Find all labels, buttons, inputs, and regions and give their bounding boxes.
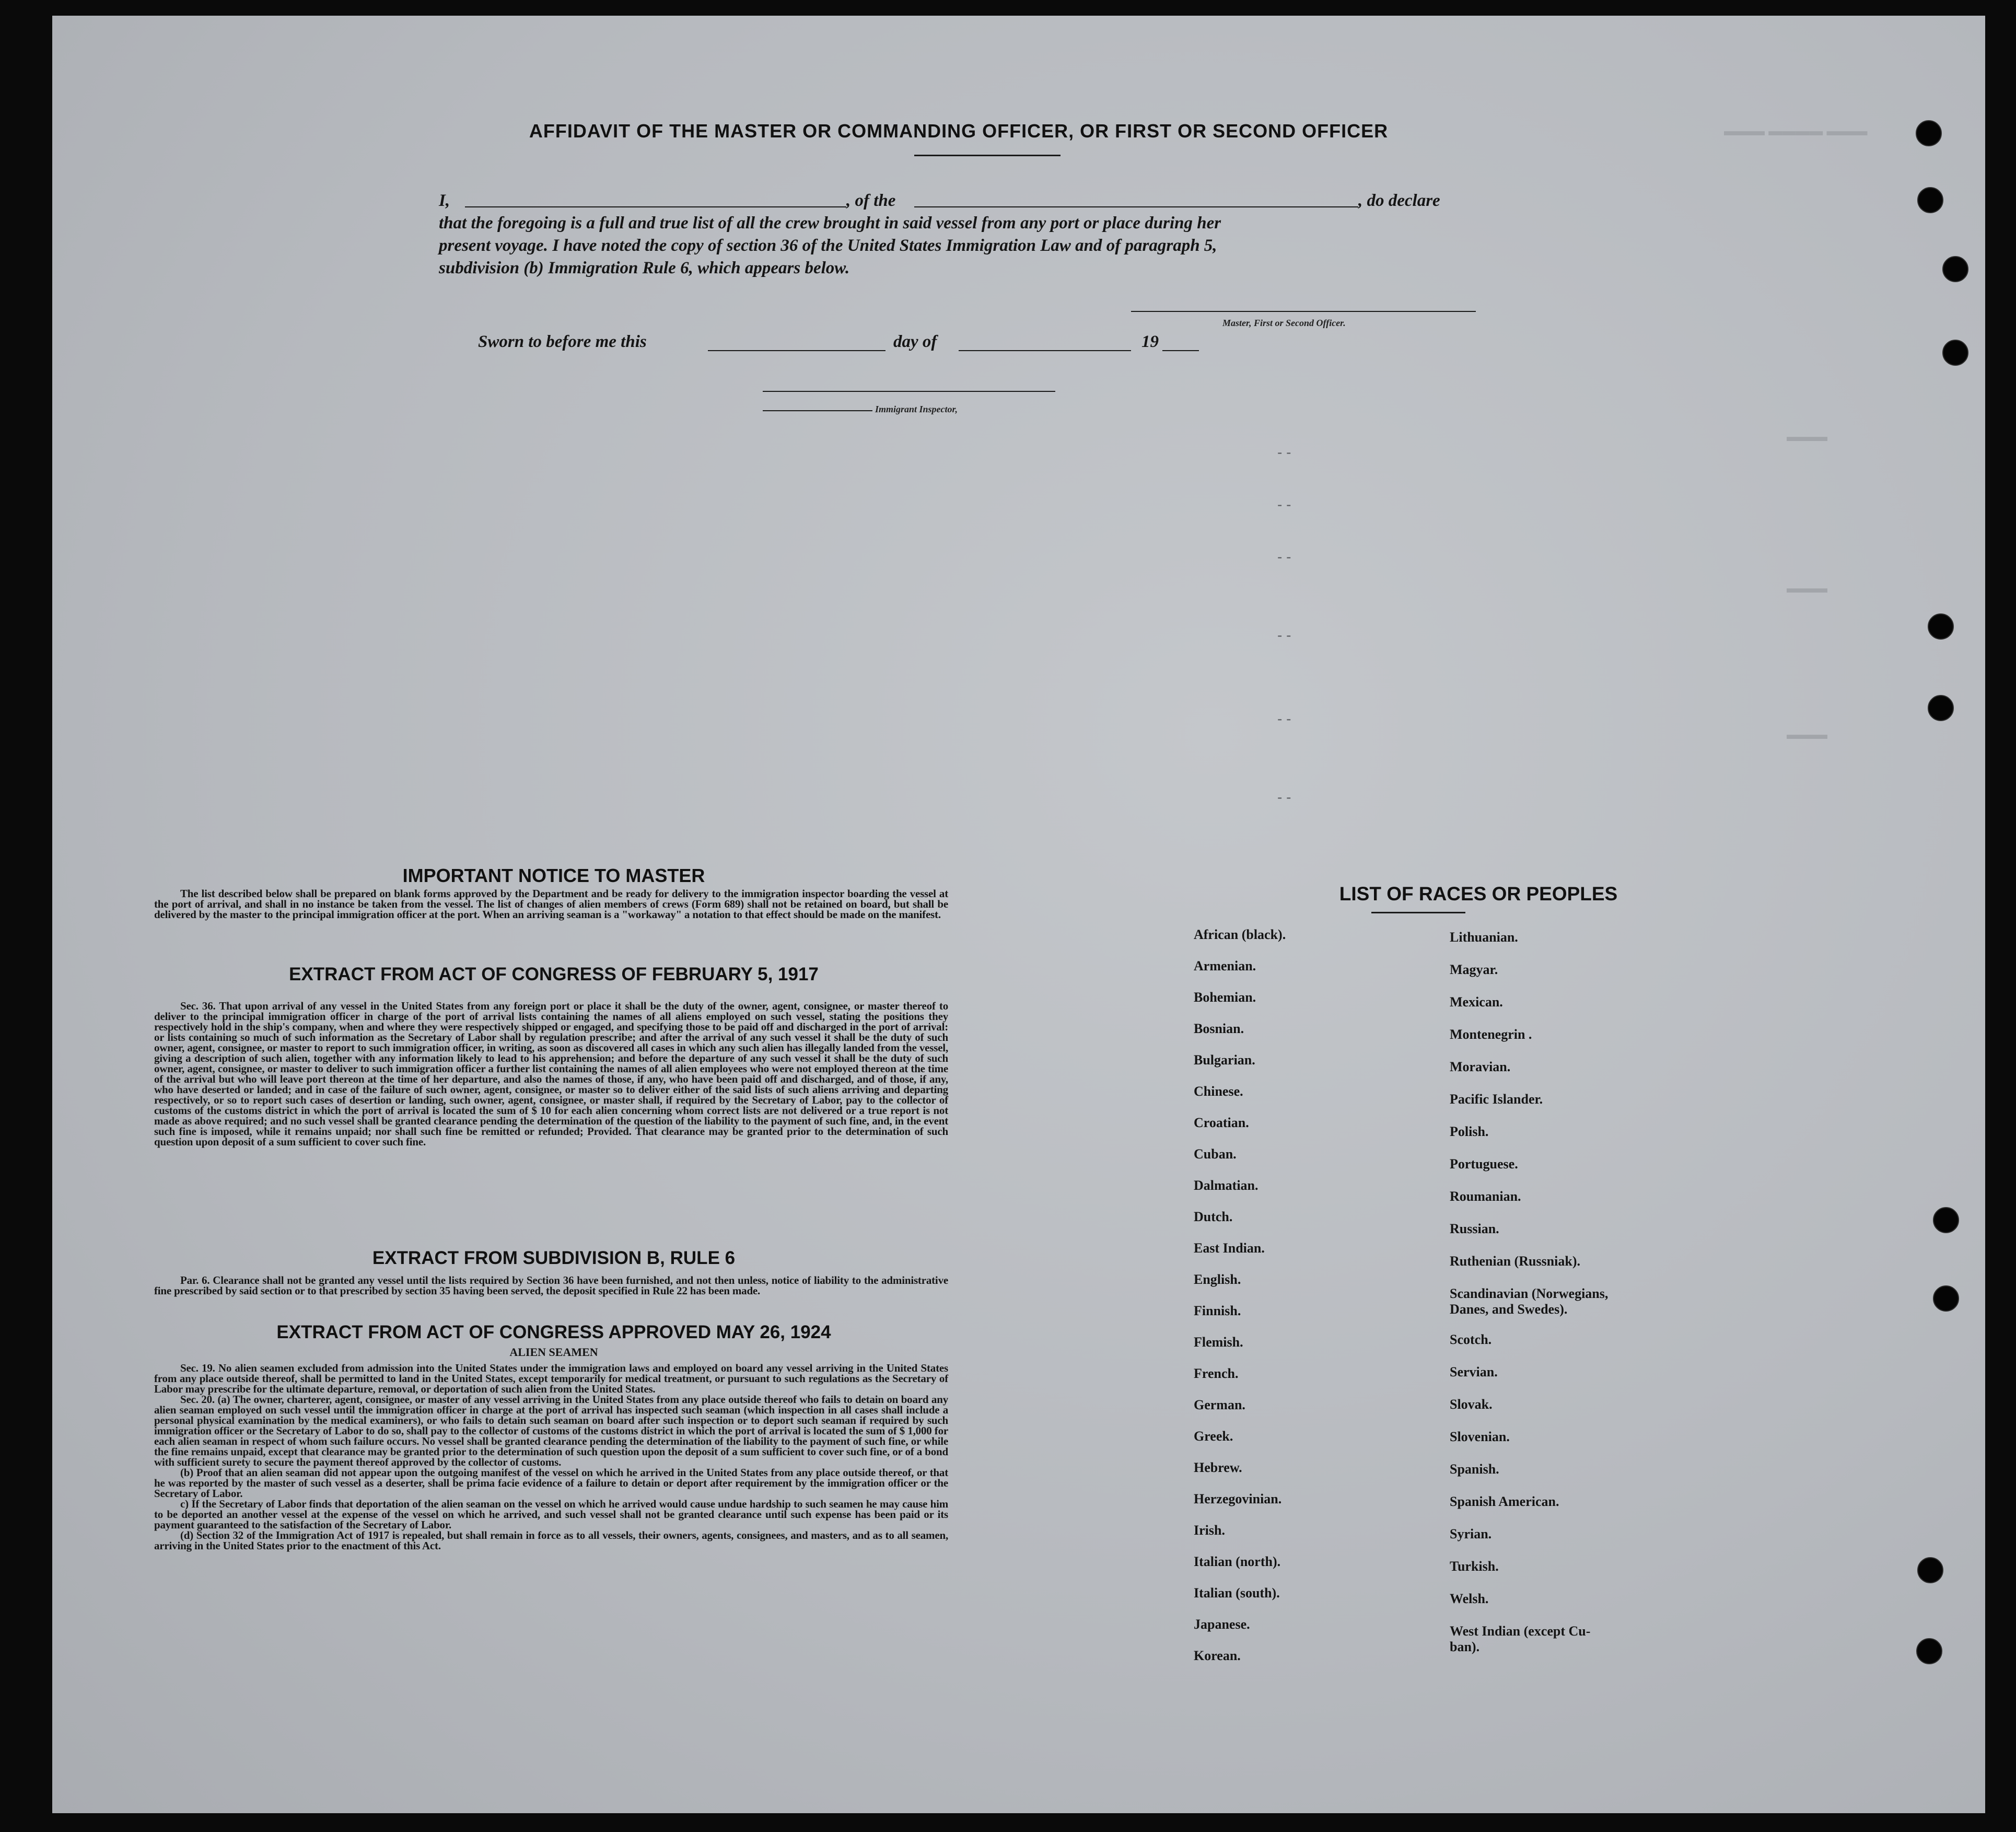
race-item: Slovenian. [1450,1429,1510,1444]
faint-mark: - - [1277,627,1291,643]
binder-hole [1917,187,1943,213]
race-item: West Indian (except Cu- [1450,1624,1591,1639]
race-item: Hebrew. [1194,1460,1242,1475]
race-item: Moravian. [1450,1059,1511,1074]
races-title-underline [1371,912,1465,913]
race-item: Scotch. [1450,1332,1492,1347]
notice-title: IMPORTANT NOTICE TO MASTER [402,865,705,886]
section-20a-paragraph: Sec. 20. (a) The owner, charterer, agent, consignee, or master of any vessel arriving in the United States from any place outside thereof who fails to detain on board any alien seaman employed on such vessel until the immigration officer in charge at the port of arrival has inspected such seaman (which inspection in all cases shall include a personal physical examination by the medical examiners), or who fails to detain such seaman on board after such inspection or to deport such seaman if required by such immigration officer or the Secretary of Labor to do so, shall pay to the collector of customs of the customs district in which the port of arrival is located the sum of $ 1,000 for each alien seaman in respect of whom such failure occurs. No vessel shall be granted clearance pending the determination of the liability to the payment of such fine, or while the fine remains unpaid, except that clearance may be granted prior to the determination of such question upon the deposit of a sum sufficient to cover such fine, or of a bond with sufficient surety to secure the payment thereof approved by the collector of customs. [154,1393,948,1468]
rule-6-title: EXTRACT FROM SUBDIVISION B, RULE 6 [372,1248,736,1268]
race-item: Korean. [1194,1648,1241,1663]
race-item: ban). [1450,1639,1480,1654]
day-of-label: day of [893,332,937,351]
section-36-paragraph: Sec. 36. That upon arrival of any vessel in the United States from any foreign port or place it shall be the duty of the owner, agent, consignee, or master thereof to deliver to the principal immigration officer in charge of the port of arrival lists containing the names of all aliens employed on such vessel, stating the positions they respectively hold in the ship's company, when and where they were respectively shipped or engaged, and specifying those to be paid off and discharged in the port of arrival: or lists containing so much of such information as the Secretary of Labor shall by regulation prescribe; and after the arrival of any such vessel it shall be the duty of such owner, agent, consignee, or master to report to such immigration officer, in writing, as soon as discovered all cases in which any such alien has illegally landed from the vessel, giving a description of such alien, together with any information likely to lead to his apprehension; and before the departure of any such vessel it shall be the duty of such owner, agent, consignee, or master to deliver to such immigration officer a further list containing the names of all alien employees who were not employed thereon at the time of the arrival but who will leave port thereon at the time of her departure, and also the names of those, if any, who have been paid off and discharged, and of those, if any, who have deserted or landed; and in case of the failure of such owner, agent, consignee, or master so to deliver either of the said lists of such aliens arriving and departing respectively, or so to report such cases of desertion or landing, such owner, agent, consignee, or master shall, if required by the Secretary of Labor, pay to the collector of customs of the customs district in which the port of arrival is located the sum of $ 10 for each alien concerning whom correct lists are not delivered or a true report is not made as above required; and no such vessel shall be granted clearance pending the determination of the question of the liability to the payment of such fine, and, in the event such fine is imposed, while it remains unpaid; nor shall such fine be remitted or refunded; Provided. That clearance may be granted prior to the determination of such question upon deposit of a sum sufficient to cover such fine. [154,1000,948,1148]
faint-mark: - - [1277,444,1291,460]
faint-mark: - - [1277,711,1291,727]
race-item: French. [1194,1366,1239,1381]
race-item: Dutch. [1194,1209,1233,1224]
extract-1924-title: EXTRACT FROM ACT OF CONGRESS APPROVED MAY 26, 1924 [276,1322,831,1342]
race-item: Bohemian. [1194,990,1256,1005]
binder-hole [1942,340,1968,366]
month-blank[interactable] [959,350,1131,351]
race-item: Polish. [1450,1124,1489,1139]
race-item: Italian (south). [1194,1585,1280,1601]
race-item: Bosnian. [1194,1021,1244,1036]
extract-1917-title: EXTRACT FROM ACT OF CONGRESS OF FEBRUARY 5, 1917 [289,964,819,984]
race-item: Roumanian. [1450,1189,1521,1204]
title-underline [914,155,1061,156]
bleed-through-text: ▬▬▬ ▬▬▬▬ ▬▬▬ [1724,123,1868,138]
inspector-signature-line[interactable] [763,391,1055,392]
races-title: LIST OF RACES OR PEOPLES [1339,883,1618,905]
race-item: Russian. [1450,1221,1499,1236]
declaration-line-2: that the foregoing is a full and true list of all the crew brought in said vessel from any port or place during her [439,214,1221,233]
notice-text [154,888,948,920]
declaration-line-4: subdivision (b) Immigration Rule 6, which appears below. [439,259,850,277]
sworn-day-blank[interactable] [708,350,885,351]
race-item: Slovak. [1450,1397,1493,1412]
paragraph-6: Par. 6. Clearance shall not be granted any vessel until the lists required by Section 36 have been furnished, and not then unless, notice of liability to the administrative fine prescribed by said section or to that prescribed by section 35 having been served, the deposit specified in Rule 22 has been made. [154,1274,948,1297]
master-signature-line[interactable] [1131,311,1476,312]
binder-hole [1928,695,1954,721]
inspector-label: Immigrant Inspector, [875,404,958,414]
race-item: Dalmatian. [1194,1178,1258,1193]
race-item: Chinese. [1194,1084,1243,1099]
sworn-label: Sworn to before me this [478,332,647,351]
race-item: Greek. [1194,1429,1233,1444]
declaration-of: , of the [846,191,896,210]
race-item: Montenegrin . [1450,1027,1532,1042]
race-item: Magyar. [1450,962,1498,977]
race-item: Mexican. [1450,994,1503,1010]
race-item: Syrian. [1450,1526,1492,1541]
race-item: Turkish. [1450,1559,1499,1574]
race-item: Pacific Islander. [1450,1092,1543,1107]
bleed-through-text: ▬▬▬ [1787,726,1827,742]
bleed-through-text: ▬▬▬ [1787,580,1827,596]
race-item: Portuguese. [1450,1156,1518,1172]
race-item: Irish. [1194,1523,1225,1538]
race-item: Flemish. [1194,1335,1243,1350]
binder-hole [1916,1638,1942,1664]
race-item: African (black). [1194,927,1286,942]
race-item: Spanish. [1450,1462,1499,1477]
binder-hole [1917,1557,1943,1583]
notice-paragraph: The list described below shall be prepared on blank forms approved by the Department and be ready for delivery to the immigration inspector boarding the vessel at the port of arrival, and shall in no instance be taken from the vessel. The list of changes of alien members of crews (Form 689) shall not be retained on board, but shall be delivered by the master to the principal immigration officer at the port. When an arriving seaman is a "workaway" a notation to that effect should be made on the manifest. [154,887,948,921]
binder-hole [1933,1285,1959,1312]
affidavit-title: AFFIDAVIT OF THE MASTER OR COMMANDING OFFICER, OR FIRST OR SECOND OFFICER [529,120,1389,142]
section-20b-paragraph: (b) Proof that an alien seaman did not appear upon the outgoing manifest of the vessel on which he arrived in the United States from any place outside thereof, or that he was reported by the master of such vessel as a deserter, shall be prima facie evidence of a failure to detain or deport after requirement by the immigration officer or the Secretary of Labor. [154,1466,948,1500]
race-item: Cuban. [1194,1146,1237,1162]
race-item: East Indian. [1194,1240,1265,1256]
declaration-declare: , do declare [1358,191,1440,210]
vessel-blank[interactable] [914,206,1358,207]
declaration-line-3: present voyage. I have noted the copy of section 36 of the United States Immigration Law and of paragraph 5, [439,236,1217,255]
race-item: English. [1194,1272,1241,1287]
binder-hole [1933,1207,1959,1233]
rule-6-text [154,1275,948,1296]
extract-1917-text [154,1001,948,1147]
race-item: Japanese. [1194,1617,1250,1632]
race-item: German. [1194,1397,1245,1412]
binder-hole [1916,120,1942,146]
faint-mark: - - [1277,549,1291,565]
section-19-paragraph: Sec. 19. No alien seamen excluded from admission into the United States under the immigration laws and employed on board any vessel arriving in the United States from any place outside thereof, shall be permitted to land in the United States, except temporarily for medical treatment, or pursuant to such regulations as the Secretary of Labor may prescribe for the ultimate departure, removal, or deportation of such alien from the United States. [154,1362,948,1395]
race-item: Servian. [1450,1364,1498,1379]
year-blank[interactable] [1162,350,1199,351]
faint-mark: - - [1277,789,1291,805]
binder-hole [1928,613,1954,640]
manifest-page [52,16,1985,1813]
name-blank[interactable] [465,206,846,207]
race-item: Herzegovinian. [1194,1491,1282,1506]
faint-mark: - - [1277,496,1291,513]
race-item: Finnish. [1194,1303,1241,1318]
race-item: Ruthenian (Russniak). [1450,1254,1580,1269]
master-signature-label: Master, First or Second Officer. [1222,318,1346,328]
race-item: Armenian. [1194,958,1256,973]
inspector-short-line [763,410,872,411]
extract-1924-text [154,1363,948,1551]
alien-seamen-subtitle: ALIEN SEAMEN [509,1346,598,1359]
race-item: Welsh. [1450,1591,1489,1606]
race-item: Spanish American. [1450,1494,1559,1509]
race-item: Scandinavian (Norwegians, [1450,1286,1609,1301]
bleed-through-text: ▬▬▬ [1787,428,1827,444]
year-label: 19 [1141,332,1159,351]
section-20d-paragraph: (d) Section 32 of the Immigration Act of 1917 is repealed, but shall remain in force as to all vessels, their owners, agents, consignees, and masters, and as to all seamen, arriving in the United States prior to the enactment of this Act. [154,1529,948,1552]
declaration-i: I, [439,191,450,210]
race-item: Italian (north). [1194,1554,1281,1569]
race-item: Danes, and Swedes). [1450,1302,1568,1317]
race-item: Croatian. [1194,1115,1249,1130]
section-20c-paragraph: c) If the Secretary of Labor finds that deportation of the alien seaman on the vessel on which he arrived would cause undue hardship to such seamen he may cause him to be deported an another vessel at the expense of the vessel on which he arrived, and such vessel shall not be granted clearance until such expense has been paid or its payment guaranteed to the satisfaction of the Secretary of Labor. [154,1498,948,1531]
binder-hole [1942,256,1968,282]
race-item: Lithuanian. [1450,930,1518,945]
race-item: Bulgarian. [1194,1052,1255,1068]
